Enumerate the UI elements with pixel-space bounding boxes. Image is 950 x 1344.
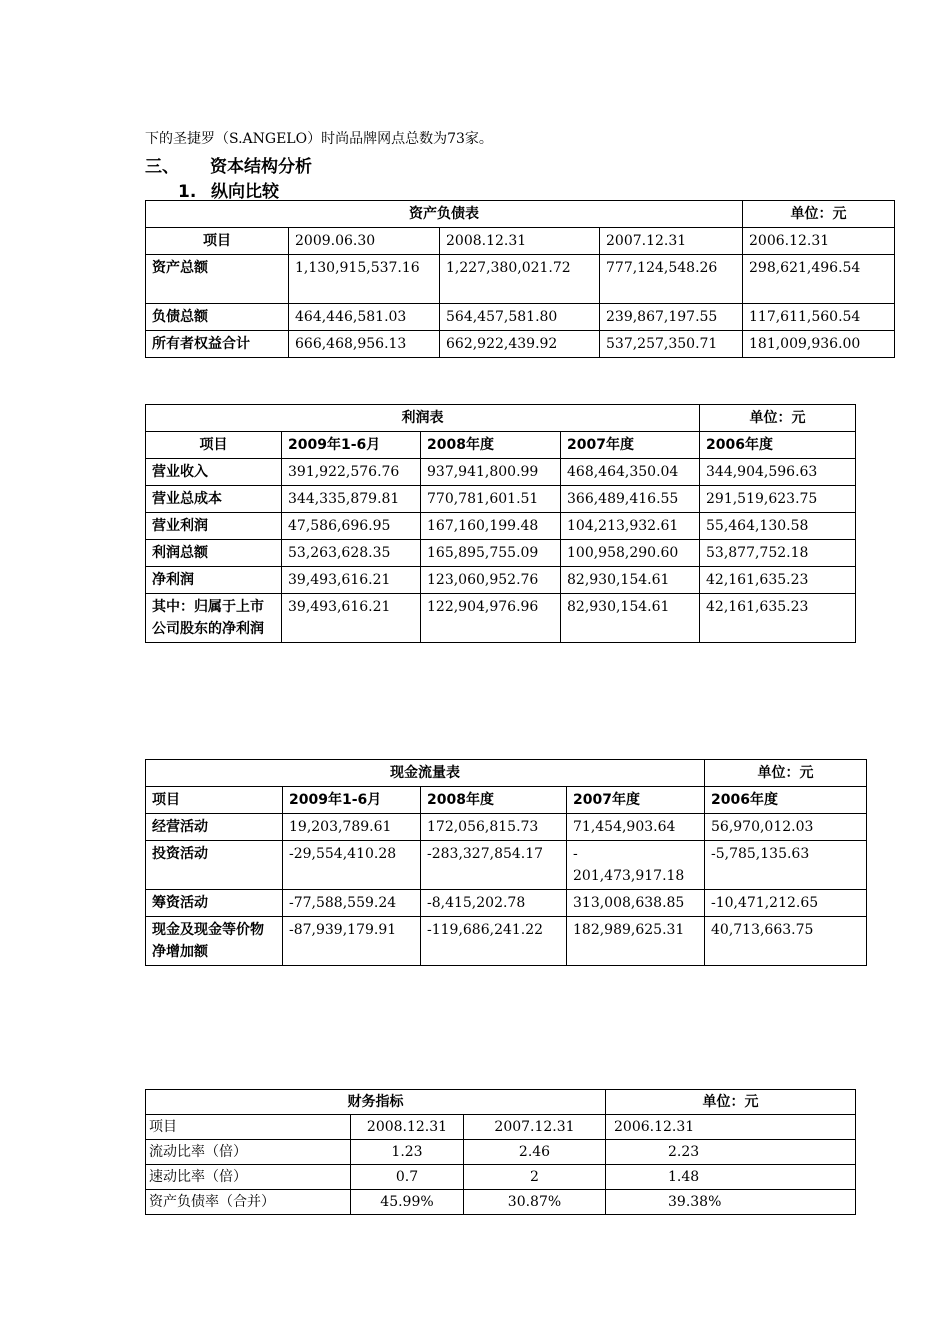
row-label: 其中：归属于上市公司股东的净利润	[146, 594, 282, 643]
header-cell: 2008年度	[421, 787, 567, 814]
row-label: 净利润	[146, 567, 282, 594]
table-cell: 56,970,012.03	[705, 814, 867, 841]
table-cell: 666,468,956.13	[289, 331, 440, 358]
table-cell: 662,922,439.92	[440, 331, 600, 358]
intro-paragraph: 下的圣捷罗（S.ANGELO）时尚品牌网点总数为73家。	[145, 131, 493, 147]
subsection-number: 1.	[178, 182, 197, 202]
table-header-row	[146, 787, 867, 814]
table-row	[146, 513, 856, 540]
table-unit: 单位：元	[705, 760, 867, 787]
table-title: 资产负债表	[146, 201, 743, 228]
table-cell: 770,781,601.51	[421, 486, 561, 513]
header-cell: 2006年度	[700, 432, 856, 459]
table-cell: -283,327,854.17	[421, 841, 567, 890]
header-cell: 项目	[146, 1115, 351, 1140]
subsection-heading	[178, 177, 279, 202]
table-cell: 82,930,154.61	[561, 567, 700, 594]
table-cell: 1.23	[351, 1140, 464, 1165]
section-heading	[145, 152, 312, 177]
table-cell: -8,415,202.78	[421, 890, 567, 917]
table-row	[146, 1140, 856, 1165]
table-cell: 2.23	[606, 1140, 856, 1165]
row-label: 资产总额	[146, 255, 289, 304]
table-cell: 100,958,290.60	[561, 540, 700, 567]
table-row	[146, 304, 895, 331]
row-label: 营业利润	[146, 513, 282, 540]
row-label: 现金及现金等价物净增加额	[146, 917, 283, 966]
table-header-row	[146, 1115, 856, 1140]
table-cell: 42,161,635.23	[700, 594, 856, 643]
table-cell: 71,454,903.64	[567, 814, 705, 841]
table-cell: 464,446,581.03	[289, 304, 440, 331]
table-cell: 313,008,638.85	[567, 890, 705, 917]
table-unit: 单位：元	[606, 1090, 856, 1115]
subsection-title: 纵向比较	[211, 182, 279, 202]
table-cell: 172,056,815.73	[421, 814, 567, 841]
header-cell: 2009.06.30	[289, 228, 440, 255]
table-cell: 53,877,752.18	[700, 540, 856, 567]
table-cell: 777,124,548.26	[600, 255, 743, 304]
table-unit: 单位：元	[743, 201, 895, 228]
table-unit: 单位：元	[700, 405, 856, 432]
table-cell: 39.38%	[606, 1190, 856, 1215]
row-label: 投资活动	[146, 841, 283, 890]
header-cell: 2009年1-6月	[282, 432, 421, 459]
table-cell: 366,489,416.55	[561, 486, 700, 513]
header-cell: 2006.12.31	[743, 228, 895, 255]
header-cell: 项目	[146, 228, 289, 255]
table-cell: 1,227,380,021.72	[440, 255, 600, 304]
income-statement-table	[145, 404, 856, 643]
table-cell: - 201,473,917.18	[567, 841, 705, 890]
table-cell: 937,941,800.99	[421, 459, 561, 486]
table-row	[146, 841, 867, 890]
row-label: 资产负债率（合并）	[146, 1190, 351, 1215]
table-row	[146, 1190, 856, 1215]
header-cell: 项目	[146, 787, 283, 814]
row-label: 流动比率（倍）	[146, 1140, 351, 1165]
header-cell: 2007.12.31	[600, 228, 743, 255]
table-cell: 82,930,154.61	[561, 594, 700, 643]
table-cell: 391,922,576.76	[282, 459, 421, 486]
row-label: 利润总额	[146, 540, 282, 567]
table-cell: 117,611,560.54	[743, 304, 895, 331]
row-label: 营业总成本	[146, 486, 282, 513]
header-cell: 2008年度	[421, 432, 561, 459]
header-cell: 2008.12.31	[440, 228, 600, 255]
table-title: 利润表	[146, 405, 700, 432]
table-cell: 165,895,755.09	[421, 540, 561, 567]
table-cell: 291,519,623.75	[700, 486, 856, 513]
table-cell: 181,009,936.00	[743, 331, 895, 358]
row-label: 营业收入	[146, 459, 282, 486]
table-cell: 53,263,628.35	[282, 540, 421, 567]
table-row	[146, 459, 856, 486]
table-row	[146, 890, 867, 917]
table-cell: 1,130,915,537.16	[289, 255, 440, 304]
table-header-row	[146, 228, 895, 255]
balance-sheet-table	[145, 200, 895, 358]
table-cell: -29,554,410.28	[283, 841, 421, 890]
table-row	[146, 1165, 856, 1190]
table-title: 现金流量表	[146, 760, 705, 787]
table-cell: 239,867,197.55	[600, 304, 743, 331]
table-row	[146, 814, 867, 841]
table-cell: 2	[464, 1165, 606, 1190]
table-cell: 39,493,616.21	[282, 567, 421, 594]
table-cell: 537,257,350.71	[600, 331, 743, 358]
table-header-row	[146, 432, 856, 459]
table-cell: -77,588,559.24	[283, 890, 421, 917]
header-cell: 2007年度	[567, 787, 705, 814]
table-cell: 30.87%	[464, 1190, 606, 1215]
table-cell: 19,203,789.61	[283, 814, 421, 841]
table-cell: 45.99%	[351, 1190, 464, 1215]
table-row	[146, 486, 856, 513]
header-cell: 2008.12.31	[351, 1115, 464, 1140]
header-cell: 2009年1-6月	[283, 787, 421, 814]
table-cell: 298,621,496.54	[743, 255, 895, 304]
table-row	[146, 331, 895, 358]
table-row	[146, 594, 856, 643]
row-label: 筹资活动	[146, 890, 283, 917]
row-label: 速动比率（倍）	[146, 1165, 351, 1190]
table-cell: -119,686,241.22	[421, 917, 567, 966]
header-cell: 2006年度	[705, 787, 867, 814]
table-row	[146, 540, 856, 567]
table-cell: 42,161,635.23	[700, 567, 856, 594]
table-cell: 564,457,581.80	[440, 304, 600, 331]
row-label: 负债总额	[146, 304, 289, 331]
section-number: 三、	[145, 157, 179, 177]
table-cell: -5,785,135.63	[705, 841, 867, 890]
table-cell: -87,939,179.91	[283, 917, 421, 966]
table-row	[146, 917, 867, 966]
table-cell: 167,160,199.48	[421, 513, 561, 540]
cash-flow-table	[145, 759, 867, 966]
table-cell: -10,471,212.65	[705, 890, 867, 917]
header-cell: 项目	[146, 432, 282, 459]
row-label: 经营活动	[146, 814, 283, 841]
table-title: 财务指标	[146, 1090, 606, 1115]
table-cell: 104,213,932.61	[561, 513, 700, 540]
table-cell: 2.46	[464, 1140, 606, 1165]
table-row	[146, 255, 895, 304]
header-cell: 2006.12.31	[606, 1115, 856, 1140]
table-cell: 468,464,350.04	[561, 459, 700, 486]
table-cell: 1.48	[606, 1165, 856, 1190]
table-cell: 122,904,976.96	[421, 594, 561, 643]
header-cell: 2007.12.31	[464, 1115, 606, 1140]
table-cell: 344,904,596.63	[700, 459, 856, 486]
table-cell: 123,060,952.76	[421, 567, 561, 594]
financial-indicators-table	[145, 1089, 856, 1215]
table-cell: 40,713,663.75	[705, 917, 867, 966]
header-cell: 2007年度	[561, 432, 700, 459]
table-cell: 0.7	[351, 1165, 464, 1190]
table-row	[146, 567, 856, 594]
table-cell: 47,586,696.95	[282, 513, 421, 540]
table-cell: 39,493,616.21	[282, 594, 421, 643]
table-cell: 344,335,879.81	[282, 486, 421, 513]
row-label: 所有者权益合计	[146, 331, 289, 358]
section-title: 资本结构分析	[210, 157, 312, 177]
table-cell: 182,989,625.31	[567, 917, 705, 966]
table-cell: 55,464,130.58	[700, 513, 856, 540]
